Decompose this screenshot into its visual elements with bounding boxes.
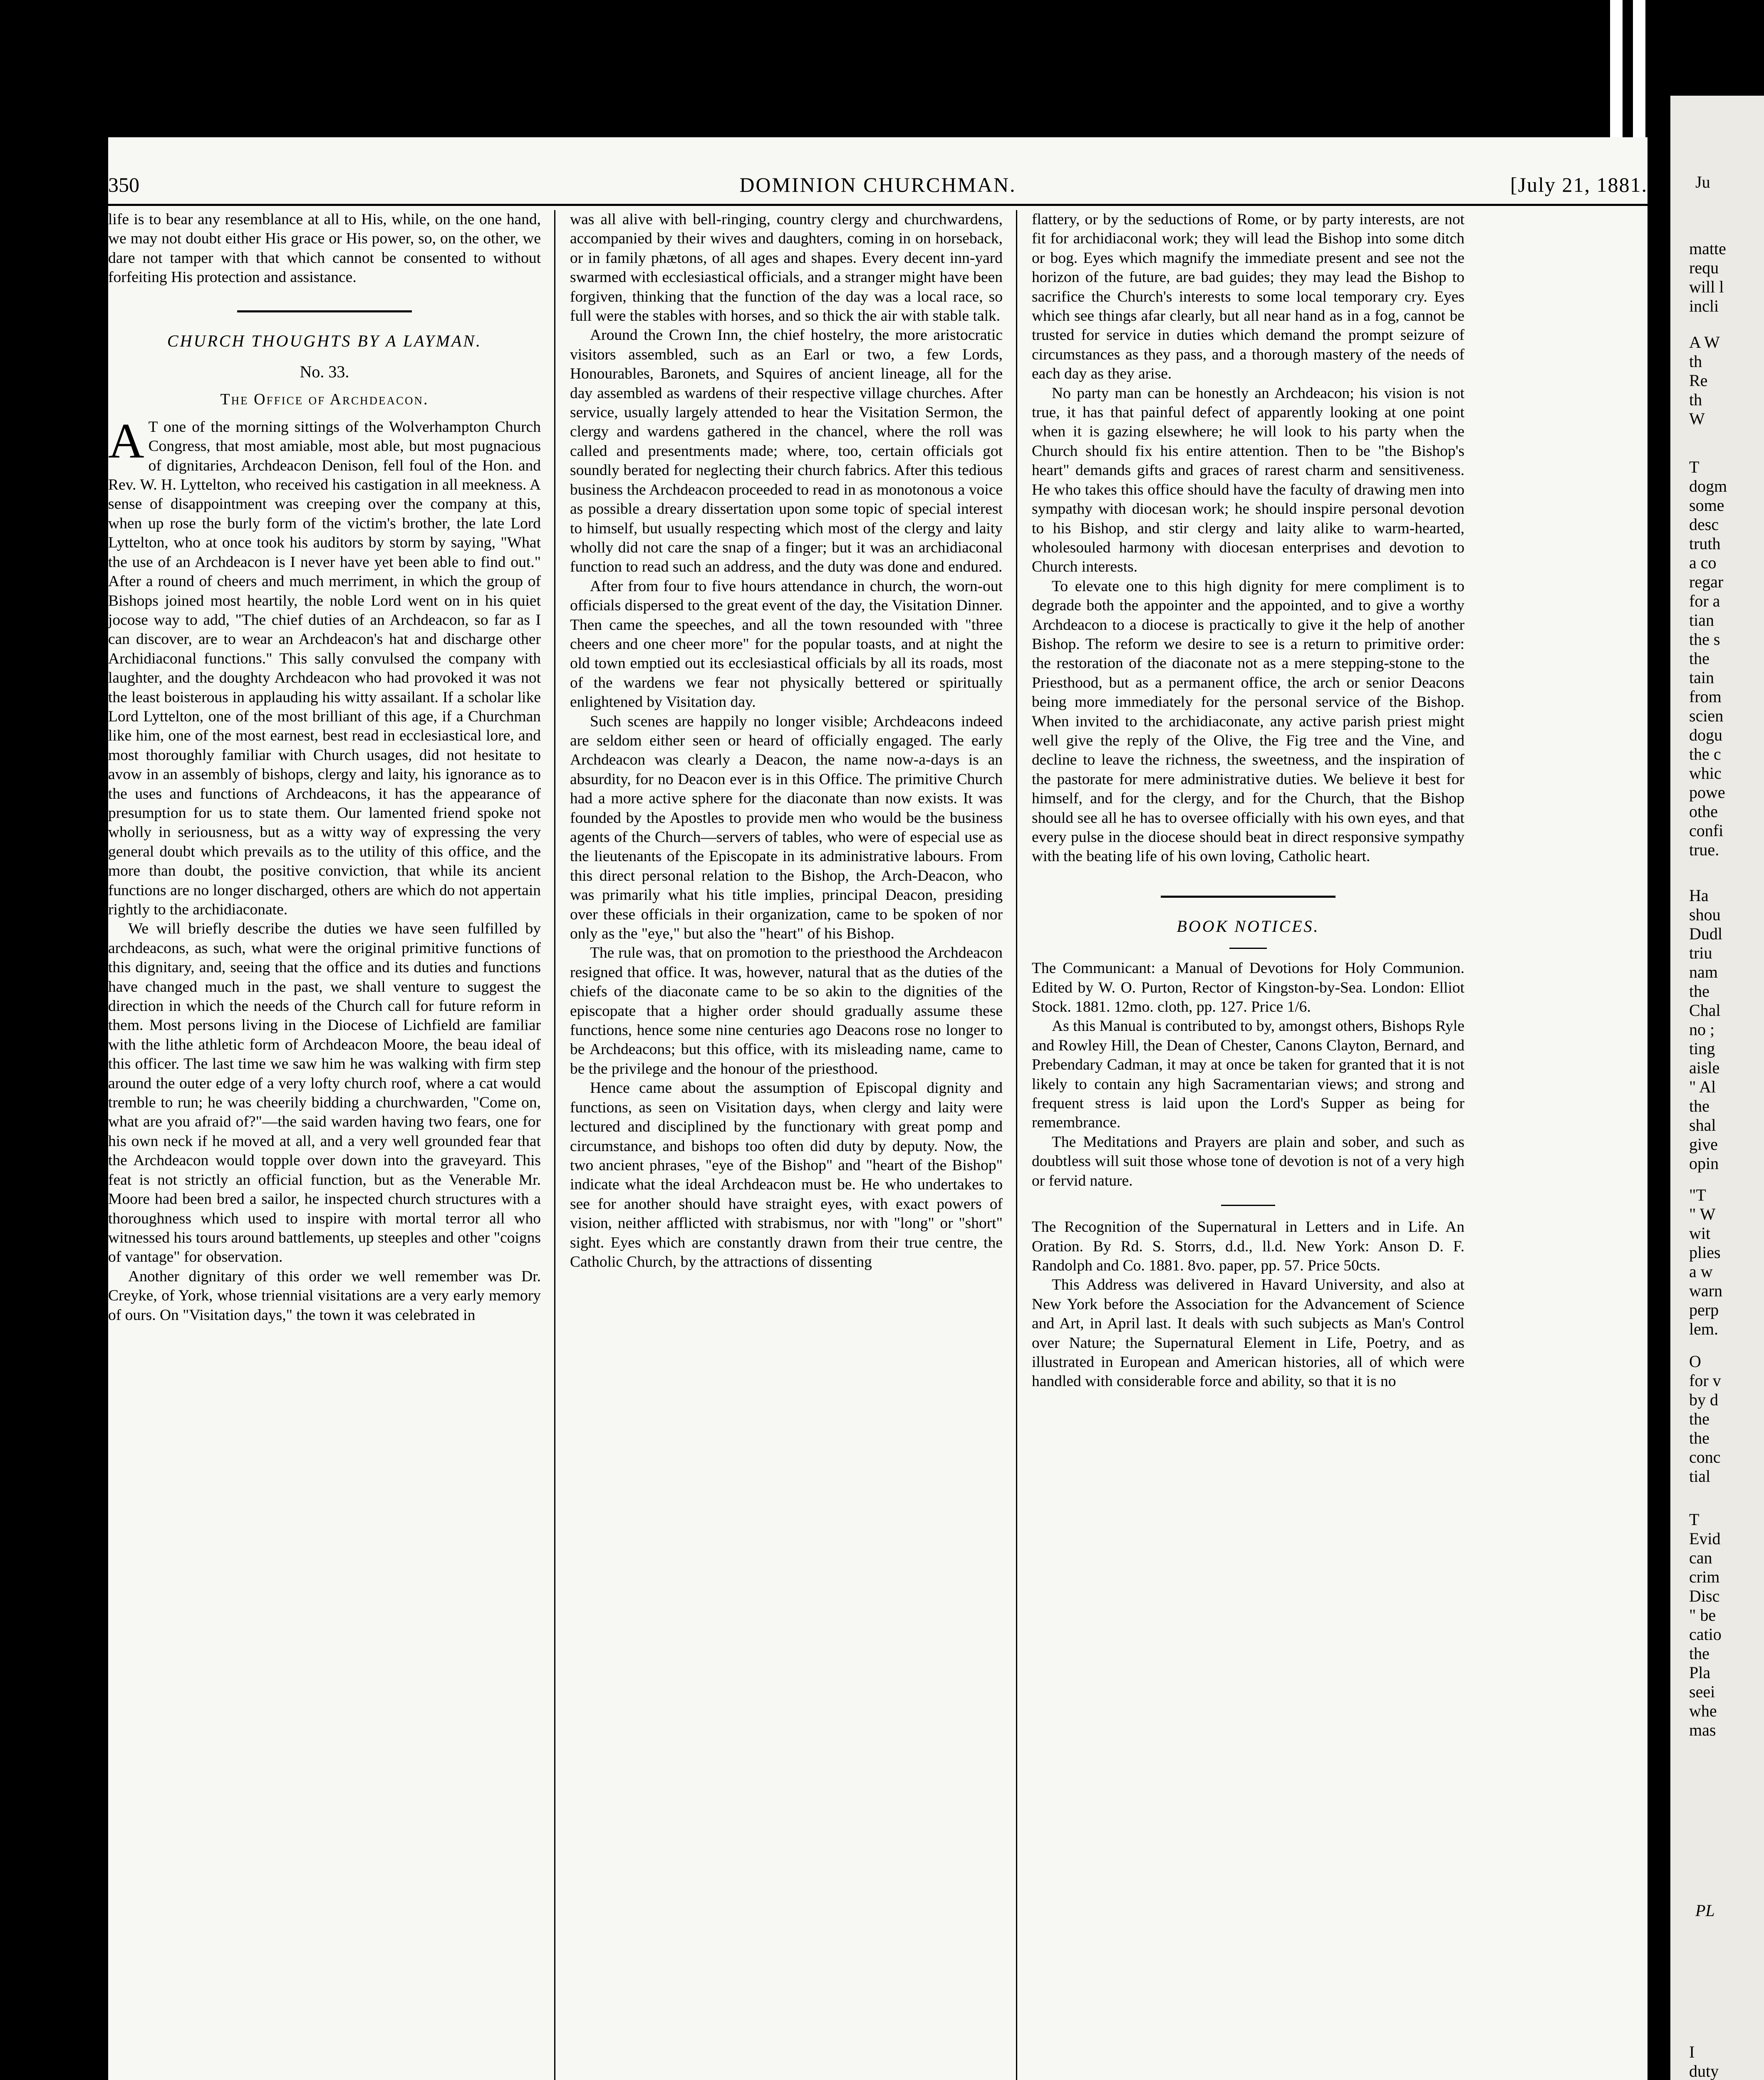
next-page-edge	[1670, 96, 1764, 2080]
column-divider	[554, 210, 555, 2080]
paragraph-text: T one of the morning sittings of the Wolverhampton Church Congress, that most amiable, most able, but most pugnacious of dignitaries, Archdeacon Denison, fell foul of the Hon. and Rev. W. H. Lyttelton, who received his castigation in all meekness. A sense of disappointment was creeping over the company at this, when up rose the burly form of the victim's brother, the late Lord Lyttelton, who at once took his auditors by storm by saying, "What the use of an Archdeacon is I never have yet been able to find out." After a round of cheers and much merriment, in which the group of Bishops joined most heartily, the noble Lord went on in his quiet jocose way to add, "The chief duties of an Archdeacon, so far as I can discover, are to wear an Archdeacon's hat and discharge other Archidiaconal functions." This sally convulsed the company with laughter, and the doughty Archdeacon who had provoked it was not the least boisterous in applauding his witty assailant. If a scholar like Lord Lyttelton, one of the most brilliant of this age, if a Churchman like him, one of the most earnest, best read in ecclesiastical lore, and most thoroughly familiar with Church usages, did not hesitate to avow in an assembly of bishops, clergy and laity, his ignorance as to the uses and functions of Archdeacons, it has the appearance of presumption for us to state them. Our lamented friend spoke not wholly in seriousness, but as a witty way of expressing the very general doubt which prevails as to the utility of this office, and the more than doubt, the positive conviction, that while its ancient functions are no longer discharged, others are which do not appertain rightly to the archidiaconate.	[108, 418, 541, 918]
paragraph: The rule was, that on promotion to the priesthood the Archdeacon resigned that office. It was, however, natural that as the duties of the chiefs of the diaconate came to be so akin to the dignities of the episcopate that a higher order should gradually assume these functions, hence some nine centuries ago Deacons rose no longer to be Archdeacons; but this office, with its misleading name, came to be the privilege and the honour of the priesthood.	[570, 944, 1003, 1077]
section-heading: CHURCH THOUGHTS BY A LAYMAN.	[167, 331, 482, 350]
edge-text-2: A W th Re th W	[1689, 333, 1720, 428]
header-rule	[108, 204, 1648, 206]
paragraph: life is to bear any resemblance at all to His, while, on the one hand, we may not doubt either His grace or His power, so, on the other, we dare not tamper with that which cannot be consented to without forfeiting His protection and assistance.	[108, 211, 541, 286]
newspaper-page	[108, 137, 1648, 2080]
column-2	[570, 210, 1003, 1272]
page-title: DOMINION CHURCHMAN.	[739, 173, 1016, 196]
edge-text-5: "T " W wit plies a w warn perp lem.	[1689, 1186, 1722, 1338]
column-1	[108, 210, 541, 1325]
edge-text-4: Ha shou Dudl triu nam the Chal no ; ting aisle " Al the shal give opin	[1689, 886, 1722, 1173]
drop-cap: A	[108, 413, 144, 468]
page-number: 350	[108, 173, 139, 196]
paragraph: To elevate one to this high dignity for mere compliment is to degrade both the appointer and the appointed, and to give a worthy Archdeacon to a diocese is practically to give it the help of another Bishop. The reform we desire to see is a return to primitive order: the restoration of the diaconate not as a mere stepping-stone to the Priesthood, but as a permanent office, the arch or senior Deacons being more immediately for the personal service of the Bishop. When invited to the archidiaconate, any active parish priest might well give the reply of the Olive, the Fig tree and the Vine, and decline to leave the richness, the sweetness, and the inspiration of the pastorate for mere administrative duties. We believe it best for himself, and for the clergy, and for the Church, that the Bishop should see all he has to oversee officially with his own eyes, and that every pulse in the diocese should beat in direct responsive sympathy with the beating life of his own loving, Catholic heart.	[1032, 577, 1464, 865]
paragraph: As this Manual is contributed to by, amongst others, Bishops Ryle and Rowley Hill, the Dean of Chester, Canons Clayton, Bernard, and Prebendary Cadman, it may at once be taken for granted that it is not likely to contain any high Sacramentarian views; and strong and frequent stress is laid upon the Lord's Supper as being for remembrance.	[1032, 1018, 1464, 1132]
column-divider	[1016, 210, 1017, 2080]
edge-text-1: matte requ will l incli	[1689, 239, 1726, 315]
short-rule	[1229, 948, 1267, 949]
page-header	[108, 173, 1648, 202]
section-rule	[1161, 896, 1335, 898]
edge-text-8: I duty	[1689, 2043, 1719, 2080]
book-notice-title: The Communicant: a Manual of Devotions for Holy Communion. Edited by W. O. Purton, Rector of Kingston-by-Sea. London: Elliot Stock. 1881. 12mo. cloth, pp. 127. Price 1/6.	[1032, 960, 1464, 1016]
book-notice-title: The Recognition of the Supernatural in Letters and in Life. An Oration. By Rd. S. Storrs, d.d., ll.d. New York: Anson D. F. Randolph and Co. 1881. 8vo. paper, pp. 57. Price 50cts.	[1032, 1218, 1464, 1274]
paragraph	[108, 413, 541, 920]
scan-artifact-bar	[1610, 0, 1623, 137]
scan-artifact-bar	[1633, 0, 1645, 137]
paragraph: This Address was delivered in Havard University, and also at New York before the Association for the Advancement of Science and Art, in April last. It deals with such subjects as Man's Control over Nature; the Supernatural Element in Life, Poetry, and as illustrated in European and American histories, all of which were handled with considerable force and ability, so that it is no	[1032, 1276, 1464, 1390]
edge-text-3: T dogm some desc truth a co regar for a tian the s the tain from scien dogu the c whic powe othe confi true.	[1689, 458, 1727, 859]
paragraph: was all alive with bell-ringing, country clergy and churchwardens, accompanied by their wives and daughters, coming in on horseback, or in family phætons, of all ages and shapes. Every decent inn-yard swarmed with ecclesiastical officials, and a stranger might have been forgiven, thinking that the function of the day was a local race, so full were the stables with horses, and so thick the air with stable talk.	[570, 211, 1003, 325]
paragraph: Another dignitary of this order we well remember was Dr. Creyke, of York, whose triennial visitations are a very early memory of ours. On "Visitation days," the town it was celebrated in	[108, 1268, 541, 1324]
column-3	[1032, 210, 1464, 1392]
paragraph: Around the Crown Inn, the chief hostelry, the more aristocratic visitors assembled, such as an Earl or two, a few Lords, Honourables, Baronets, and Squires of ancient lineage, all for the day assembled as wardens of their respective village churches. After service, usually largely attended to hear the Visitation Sermon, the clergy and wardens gathered in the chancel, where the roll was called and presentments made; where, too, certain officials got soundly berated for neglecting their church fabrics. After this tedious business the Archdeacon proceeded to read in as monotonous a voice as possible a dreary dissertation upon some topic of special interest to himself, but usually respecting which most of the clergy and laity wholly did not care the snap of a finger; but it was an archidiaconal function to read such an address, and the duty was done and endured.	[570, 327, 1003, 576]
edge-header: Ju	[1695, 173, 1710, 191]
paragraph: We will briefly describe the duties we have seen fulfilled by archdeacons, as such, what were the original primitive functions of this dignitary, and, seeing that the office and its duties and functions have changed much in the past, we shall venture to suggest the direction in which the needs of the Church call for future reform in them. Most persons living in the Diocese of Lichfield are familiar with the lithe athletic form of Archdeacon Moore, the beau ideal of this officer. The last time we saw him he was walking with firm step around the outer edge of a very lofty church roof, where a cat would tremble to run; he was cheerily bidding a churchwarden, "Come on, what are you afraid of?"—the said warden having two fears, one for his own neck if he moved at all, and a very well grounded fear that the Archdeacon would topple over down into the graveyard. This feat is not strictly an official function, but as the Venerable Mr. Moore had been bred a sailor, he inspected church structures with a thoroughness which used to inspire with mortal terror all who witnessed his tours around battlements, up steeples and other "coigns of vantage" for observation.	[108, 920, 541, 1266]
paragraph: flattery, or by the seductions of Rome, or by party interests, are not fit for archidiaconal work; they will lead the Bishop into some ditch or bog. Eyes which magnify the immediate present and see not the horizon of the future, are bad guides; they may lead the Bishop to sacrifice the Church's interests to some local temporary cry. Eyes which see things afar clearly, but all near hand as in a fog, cannot be trusted for service in duties which demand the prompt seizure of circumstances as they pass, and a thorough mastery of the needs of each day as they arise.	[1032, 211, 1464, 383]
paragraph: No party man can be honestly an Archdeacon; his vision is not true, it has that painful defect of apparently looking at one point when it is gazing elsewhere; he will look to his party when the Church should fix his entire attention. Then to be "the Bishop's heart" demands gifts and graces of rarest charm and sensitiveness. He who takes this office should have the faculty of drawing men into sympathy with diocesan work; he should inspire personal devotion to his Bishop, and stir clergy and laity alike to warm-hearted, wholesouled harmony with diocesan enterprises and devotion to Church interests.	[1032, 384, 1464, 576]
article-number: No. 33.	[300, 362, 349, 381]
article-subheading: The Office of Archdeacon.	[220, 391, 429, 409]
paragraph: The Meditations and Prayers are plain and sober, and such as doubtless will suit those whose tone of devotion is not of a very high or fervid nature.	[1032, 1133, 1464, 1189]
paragraph: Hence came about the assumption of Episcopal dignity and functions, as seen on Visitation days, when clergy and laity were lectured and disciplined by the functionary with great pomp and circumstance, and bishops too often did duty by deputy. Now, the two ancient phrases, "eye of the Bishop" and "heart of the Bishop" indicate what the ideal Archdeacon must be. He who undertakes to see for another should have straight eyes, with exact powers of vision, neither afflicted with strabismus, nor with "long" or "short" sight. Eyes which are constantly drawn from their true centre, the Catholic Church, by the attractions of dissenting	[570, 1080, 1003, 1270]
edge-heading: PL	[1695, 1901, 1715, 1920]
edge-text-6: O for v by d the the conc tial	[1689, 1352, 1721, 1486]
short-rule	[1221, 1205, 1275, 1206]
section-heading: BOOK NOTICES.	[1177, 916, 1320, 936]
paragraph: Such scenes are happily no longer visible; Archdeacons indeed are seldom either seen or heard of officially engaged. The early Archdeacon was clearly a Deacon, the name now-a-days is an absurdity, for no Deacon ever is in this Office. The primitive Church had a more active sphere for the diaconate than now exists. It was founded by the Apostles to provide men who would be the business agents of the Church—servers of tables, who were of especial use as the lieutenants of the Episcopate in its administrative labours. From this direct personal relation to the Bishop, the Arch-Deacon, who was primarily what his title implies, principal Deacon, presiding over these officials in their organization, came to be spoken of nor only as the "eye," but also the "heart" of his Bishop.	[570, 713, 1003, 943]
edge-text-7: T Evid can crim Disc " be catio the Pla seei whe mas	[1689, 1510, 1722, 1739]
page-date: [July 21, 1881.	[1510, 173, 1648, 196]
section-rule	[237, 310, 412, 312]
paragraph: After from four to five hours attendance in church, the worn-out officials dispersed to the great event of the day, the Visitation Dinner. Then came the speeches, and all the town resounded with "three cheers and one cheer more" for the popular toasts, and at night the old town emptied out its ecclesiastical officials by all its roads, most of the wardens we fear not physically bettered or spiritually enlightened by Visitation day.	[570, 577, 1003, 711]
